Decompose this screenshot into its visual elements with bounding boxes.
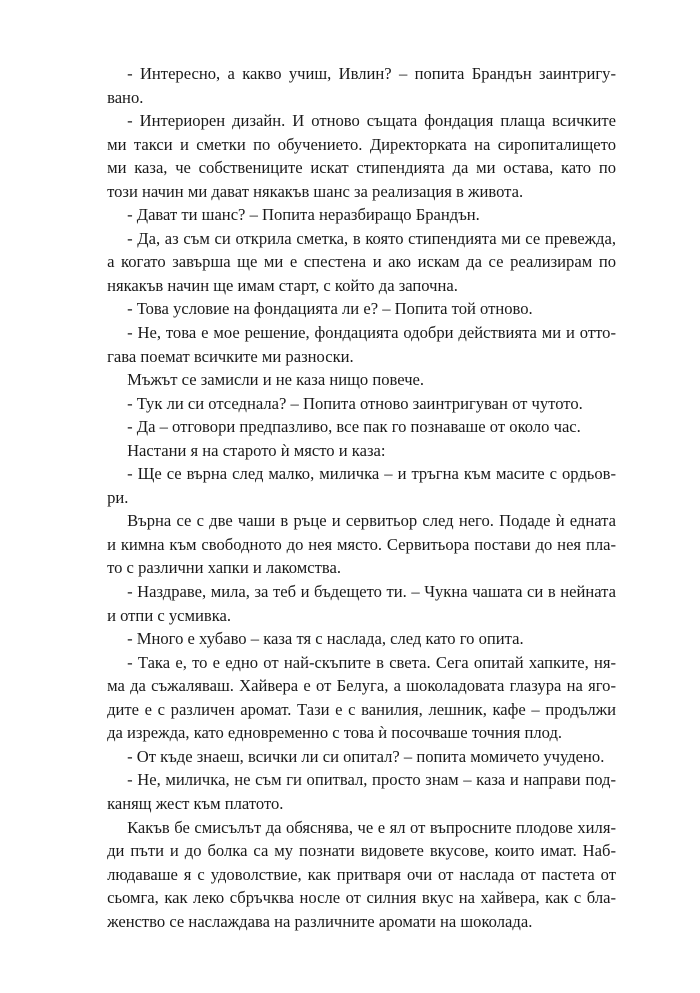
paragraph: [88, 439, 616, 463]
text-line: - Да – отговори предпазливо, все пак го познаваше от около час.: [127, 417, 581, 437]
paragraph: [88, 627, 616, 651]
paragraph: [88, 392, 616, 416]
text-line: Върна се с две чаши в ръце и сервитьор след него. Подаде ѝ едната: [127, 511, 616, 531]
text-line: - Не, това е мое решение, фондацията одобри действията ми и отто-: [127, 323, 616, 343]
text-line: - От къде знаеш, всички ли си опитал? – попита момичето учудено.: [127, 746, 605, 766]
text-line: и отпи с усмивка.: [107, 605, 232, 625]
paragraph: [88, 297, 616, 321]
text-line: да изрежда, като едновременно с това ѝ посочваше точния плод.: [107, 723, 563, 743]
text-line: - Интериорен дизайн. И отново същата фондация плаща всичките: [127, 111, 616, 131]
text-line: Настани я на старото ѝ място и каза:: [127, 440, 386, 460]
text-line: - Тук ли си отседнала? – Попита отново заинтригуван от чутото.: [127, 393, 583, 413]
text-line: Мъжът се замисли и не каза нищо повече.: [127, 370, 425, 390]
text-line: гава поемат всичките ми разноски.: [107, 346, 354, 366]
text-line: - Интересно, а какво учиш, Ивлин? – попита Брандън заинтригу-: [127, 64, 616, 83]
text-line: вано.: [107, 87, 144, 107]
text-line: а когато завърша ще ми е спестена и ако искам да се реализирам по: [107, 252, 616, 272]
paragraph: [88, 745, 616, 769]
text-line: то с различни хапки и лакомства.: [107, 558, 342, 578]
text-line: този начин ми дават някакъв шанс за реализация в живота.: [107, 181, 524, 201]
paragraph: [88, 580, 616, 627]
paragraph: [88, 321, 616, 368]
text-line: ма да съжаляваш. Хайвера е от Белуга, а шоколадовата глазура на яго-: [107, 676, 616, 696]
paragraph: [88, 368, 616, 392]
text-line: людаваше я с удоволствие, как притваря очи от наслада от пастета от: [107, 864, 616, 884]
text-line: - Не, миличка, не съм ги опитвал, просто знам – каза и направи под-: [127, 770, 616, 790]
text-line: - Ще се върна след малко, миличка – и тръгна към масите с ордьов-: [127, 464, 616, 484]
text-line: сьомга, как леко сбръчква носле от силния вкус на хайвера, как с бла-: [107, 888, 616, 908]
paragraph: [88, 651, 616, 745]
text-line: - Така е, то е едно от най-скъпите в света. Сега опитай хапките, ня-: [127, 652, 616, 672]
text-line: - Наздраве, мила, за теб и бъдещето ти. – Чукна чашата си в нейната: [127, 582, 616, 602]
paragraph: [88, 462, 616, 509]
body-text: [88, 62, 616, 933]
text-line: ди пъти и до болка са му познати видовете вкусове, които имат. Наб-: [107, 841, 616, 861]
paragraph: [88, 227, 616, 298]
paragraph: [88, 816, 616, 934]
text-line: канящ жест към платото.: [107, 793, 284, 813]
text-line: ми каза, че собствениците искат стипендията да ми остава, като по: [107, 158, 616, 178]
paragraph: [88, 62, 616, 109]
paragraph: [88, 415, 616, 439]
text-line: някакъв начин ще имам старт, с който да започна.: [107, 275, 458, 295]
text-line: ри.: [107, 487, 129, 507]
text-line: - Дават ти шанс? – Попита неразбиращо Брандън.: [127, 205, 480, 225]
text-line: дите е с различен аромат. Тази е с ванилия, лешник, кафе – продължи: [107, 699, 616, 719]
paragraph: [88, 768, 616, 815]
text-line: женство се наслаждава на различните аромати на шоколада.: [107, 911, 533, 931]
paragraph: [88, 509, 616, 580]
text-line: ми такси и сметки по обучението. Директорката на сиропиталището: [107, 134, 616, 154]
text-line: - Това условие на фондацията ли е? – Попита той отново.: [127, 299, 533, 319]
paragraph: [88, 109, 616, 203]
text-line: Какъв бе смисълът да обяснява, че е ял от въпросните плодове хиля-: [127, 817, 616, 837]
text-line: - Да, аз съм си открила сметка, в която стипендията ми се превежда,: [127, 228, 616, 248]
text-line: - Много е хубаво – каза тя с наслада, след като го опита.: [127, 629, 524, 649]
paragraph: [88, 203, 616, 227]
text-line: и кимна към свободното до нея място. Сервитьора постави до нея пла-: [107, 534, 616, 554]
